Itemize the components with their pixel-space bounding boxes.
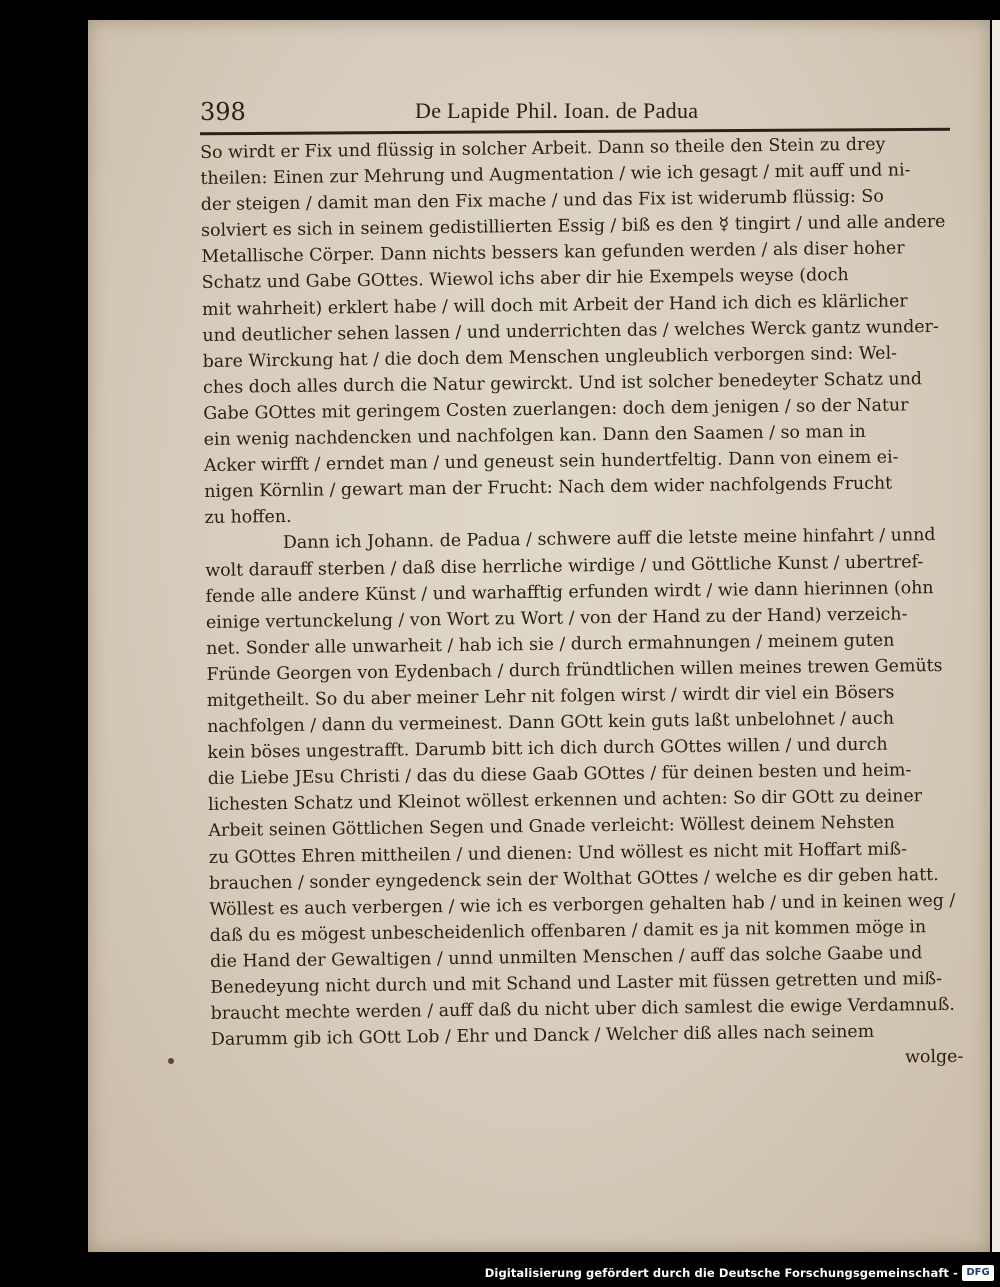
page-edge — [992, 20, 1000, 1252]
text-line: fende alle andere Künst / und warhafftig erfunden wirdt / wie dann hierinnen (ohn — [205, 577, 934, 607]
text-line: bare Wirckung hat / die doch dem Menschen ungleublich verborgen sind: Wel- — [202, 343, 898, 372]
text-line: ein wenig nachdencken und nachfolgen kan. Dann den Saamen / so man in — [203, 421, 866, 451]
text-line: die Hand der Gewaltigen / unnd unmilten Menschen / auff das solche Gaabe und — [209, 943, 923, 972]
text-line: net. Sonder alle unwarheit / hab ich sie / durch ermahnungen / meinem guten — [206, 630, 895, 659]
text-line: nigen Körnlin / gewart man der Frucht: Nach dem wider nachfolgends Frucht — [204, 473, 893, 503]
running-title: De Lapide Phil. Ioan. de Padua — [415, 98, 699, 123]
text-line: braucht mechte werden / auff daß du nicht uber dich samlest die ewige Verdamnuß. — [210, 994, 955, 1025]
text-line: Wöllest es auch verbergen / wie ich es verborgen gehalten hab / und in keinen weg / — [209, 890, 956, 920]
text-line: Arbeit seinen Göttlichen Segen und Gnade verleicht: Wöllest deinem Nehsten — [208, 813, 895, 842]
text-line: mitgetheilt. So du aber meiner Lehr nit folgen wirst / wirdt dir viel ein Bösers — [206, 682, 895, 711]
text-line: zu GOttes Ehren mittheilen / und dienen: Und wöllest es nicht mit Hoffart miß- — [208, 838, 908, 868]
text-line: nachfolgen / dann du vermeinest. Dann GOtt kein guts laßt unbelohnet / auch — [207, 708, 895, 738]
text-line: Benedeyung nicht durch und mit Schand und Laster mit füssen getretten und miß- — [210, 968, 943, 998]
text-line: theilen: Einen zur Mehrung und Augmentation / wie ich gesagt / mit auff und ni- — [200, 160, 911, 190]
text-line: brauchen / sonder eyngedenck sein der Wolthat GOttes / welche es dir geben hatt. — [208, 864, 939, 894]
text-line: Dann ich Johann. de Padua / schwere auff die letste meine hinfahrt / unnd — [282, 525, 936, 554]
text-line: Darumm gib ich GOtt Lob / Ehr und Danck / Welcher diß alles nach seinem — [210, 1022, 875, 1051]
dfg-logo: DFG — [962, 1265, 994, 1281]
text-line: Metallische Cörper. Dann nichts bessers kan gefunden werden / als diser hoher — [201, 238, 905, 268]
text-line: wolt darauff sterben / daß dise herrliche wirdige / und Göttliche Kunst / ubertref- — [205, 551, 924, 581]
text-line: und deutlicher sehen lassen / und underrichten das / welches Werck gantz wunder- — [202, 316, 939, 346]
text-line: der steigen / damit man den Fix mache / und das Fix ist widerumb flüssig: So — [200, 186, 884, 216]
text-line: Schatz und Gabe GOttes. Wiewol ichs aber dir hie Exempels weyse (doch — [201, 265, 849, 294]
funding-credit: Digitalisierung gefördert durch die Deutsche Forschungsgemeinschaft - — [484, 1266, 958, 1280]
text-line: solviert es sich in seinem gedistillierten Essig / biß es den ☿ tingirt / und alle andere — [200, 212, 946, 242]
ink-spot — [168, 1058, 174, 1064]
footer-bar — [0, 1262, 1000, 1287]
text-line: zu hoffen. — [204, 507, 292, 529]
text-line: einige vertunckelung / von Wort zu Wort / von der Hand zu der Hand) verzeich- — [205, 604, 908, 633]
body-text — [200, 131, 963, 1079]
text-line: Gabe GOttes mit geringem Costen zuerlangen: doch dem jenigen / so der Natur — [203, 395, 909, 424]
text-line: Acker wirfft / erndet man / und geneust sein hundertfeltig. Dann von einem ei- — [203, 447, 899, 477]
text-line: ches doch alles durch die Natur gewirckt. Und ist solcher benedeyter Schatz und — [202, 369, 923, 398]
text-line: daß du es mögest unbescheidenlich offenbaren / damit es ja nit kommen möge in — [209, 917, 927, 946]
catchword: wolge- — [904, 1047, 964, 1068]
page-number: 398 — [200, 98, 246, 126]
text-line: mit wahrheit) erklert habe / will doch mit Arbeit der Hand ich dich es klärlicher — [201, 290, 908, 320]
text-line: So wirdt er Fix und flüssig in solcher Arbeit. Dann so theile den Stein zu drey — [200, 134, 886, 163]
text-line: Fründe Georgen von Eydenbach / durch fründtlichen willen meines trewen Gemüts — [206, 655, 943, 685]
text-line: die Liebe JEsu Christi / das du diese Gaab GOttes / für deinen besten und heim- — [207, 760, 912, 790]
text-line: kein böses ungestrafft. Darumb bitt ich dich durch GOttes willen / und durch — [207, 734, 888, 764]
text-line: lichesten Schatz und Kleinot wöllest erkennen und achten: So dir GOtt zu deiner — [208, 786, 923, 816]
page-header — [200, 98, 950, 132]
